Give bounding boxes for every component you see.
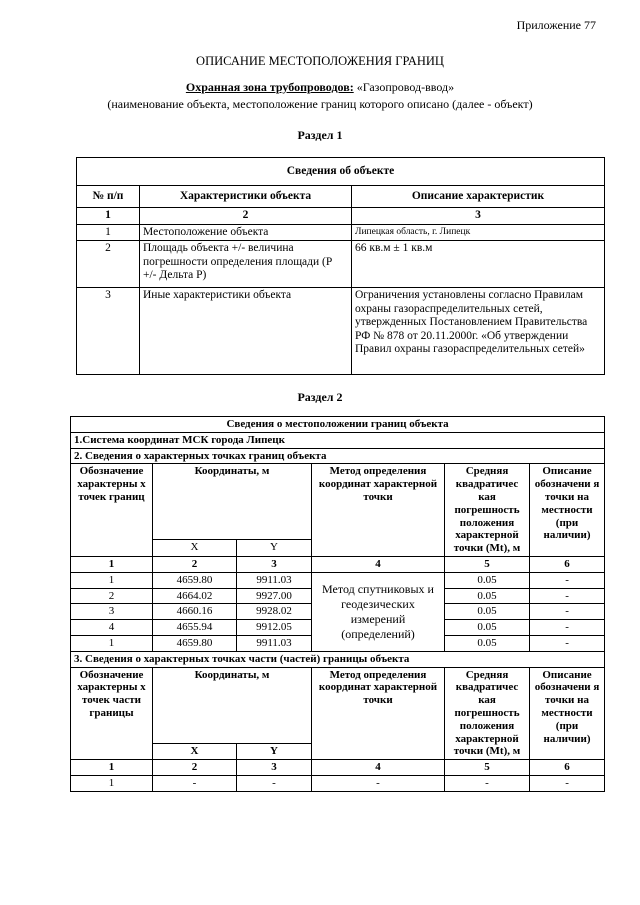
row-name: Иные характеристики объекта <box>140 288 352 375</box>
boundary-table <box>70 416 605 792</box>
point-y: 9912.05 <box>237 620 312 636</box>
object-info-table <box>76 157 605 375</box>
point-y: 9911.03 <box>237 635 312 651</box>
zone-value: «Газопровод-ввод» <box>356 80 455 94</box>
col-number: 1 <box>71 760 153 776</box>
point-x: 4655.94 <box>153 620 237 636</box>
row-desc: Ограничения установлены согласно Правилам охраны газораспределительных сетей, утвержденных Постановлением Правительства РФ № 878 от 20.11.2000г. «Об утверждении Правил охраны газораспределительных сетей» <box>352 288 605 375</box>
object-name-note: (наименование объекта, местоположение границ которого описано (далее - объект) <box>107 97 533 111</box>
point-description: - <box>530 620 605 636</box>
col-header-characteristic: Характеристики объекта <box>140 186 352 208</box>
col-header-method: Метод определения координат характерной точки <box>312 464 445 557</box>
point-x: 4659.80 <box>153 572 237 588</box>
col-header-x: X <box>153 743 237 760</box>
point-x: 4664.02 <box>153 588 237 604</box>
point-y: 9927.00 <box>237 588 312 604</box>
table-row <box>71 572 605 588</box>
col-number: 1 <box>71 556 153 572</box>
col-number: 5 <box>445 556 530 572</box>
row-name: Площадь объекта +/- величина погрешности определения площади (P +/- Дельта P) <box>140 241 352 288</box>
col-header-y: Y <box>237 743 312 760</box>
table-row <box>77 224 605 241</box>
part-point-x: - <box>153 775 237 791</box>
point-y: 9911.03 <box>237 572 312 588</box>
col-header-x: X <box>153 540 237 557</box>
part-point-id: 1 <box>71 775 153 791</box>
appendix-label: Приложение 77 <box>516 18 596 32</box>
row-num: 2 <box>77 241 140 288</box>
object-name-line <box>0 80 640 95</box>
point-id: 2 <box>71 588 153 604</box>
col-number: 6 <box>530 556 605 572</box>
point-description: - <box>530 635 605 651</box>
table-row <box>77 241 605 288</box>
row-num: 1 <box>77 224 140 241</box>
col-header-point-description: Описание обозначени я точки на местности (при наличии) <box>530 464 605 557</box>
col-number: 1 <box>77 208 140 225</box>
point-accuracy: 0.05 <box>445 604 530 620</box>
row-name: Местоположение объекта <box>140 224 352 241</box>
col-header-accuracy: Средняя квадратичес кая погрешность положения характерной точки (Mt), м <box>445 667 530 760</box>
col-number: 4 <box>312 760 445 776</box>
col-header-point: Обозначение характерны х точек части границы <box>71 667 153 760</box>
col-number: 6 <box>530 760 605 776</box>
col-header-coords: Координаты, м <box>153 464 312 540</box>
col-number: 2 <box>140 208 352 225</box>
col-header-accuracy: Средняя квадратичес кая погрешность положения характерной точки (Mt), м <box>445 464 530 557</box>
point-id: 1 <box>71 572 153 588</box>
row-desc: Липецкая область, г. Липецк <box>352 224 605 241</box>
point-description: - <box>530 572 605 588</box>
point-x: 4659.80 <box>153 635 237 651</box>
point-accuracy: 0.05 <box>445 588 530 604</box>
coord-system-row: 1.Система координат МСК города Липецк <box>71 432 605 448</box>
section2-title: Раздел 2 <box>297 390 343 404</box>
point-x: 4660.16 <box>153 604 237 620</box>
col-header-num: № п/п <box>77 186 140 208</box>
col-number: 4 <box>312 556 445 572</box>
col-number: 5 <box>445 760 530 776</box>
col-number: 3 <box>352 208 605 225</box>
col-number: 2 <box>153 760 237 776</box>
table-row <box>71 775 605 791</box>
point-y: 9928.02 <box>237 604 312 620</box>
point-id: 3 <box>71 604 153 620</box>
col-header-coords: Координаты, м <box>153 667 312 743</box>
part-point-method: - <box>312 775 445 791</box>
method-cell: Метод спутниковых и геодезических измерений (определений) <box>312 572 445 651</box>
col-number: 3 <box>237 760 312 776</box>
col-header-point: Обозначение характерны х точек границ <box>71 464 153 557</box>
point-id: 4 <box>71 620 153 636</box>
point-description: - <box>530 588 605 604</box>
point-accuracy: 0.05 <box>445 572 530 588</box>
document-title: ОПИСАНИЕ МЕСТОПОЛОЖЕНИЯ ГРАНИЦ <box>196 54 444 68</box>
section1-title: Раздел 1 <box>297 128 343 142</box>
table1-header: Сведения об объекте <box>77 158 605 186</box>
col-number: 2 <box>153 556 237 572</box>
col-header-point-description: Описание обозначени я точки на местности (при наличии) <box>530 667 605 760</box>
col-header-method: Метод определения координат характерной точки <box>312 667 445 760</box>
point-id: 1 <box>71 635 153 651</box>
part-point-accuracy: - <box>445 775 530 791</box>
row-desc: 66 кв.м ± 1 кв.м <box>352 241 605 288</box>
part-point-description: - <box>530 775 605 791</box>
sub-header-points: 2. Сведения о характерных точках границ объекта <box>71 448 605 464</box>
col-header-description: Описание характеристик <box>352 186 605 208</box>
row-num: 3 <box>77 288 140 375</box>
table-row <box>77 288 605 375</box>
zone-label: Охранная зона трубопроводов: <box>185 80 354 94</box>
sub-header-part-points: 3. Сведения о характерных точках части (частей) границы объекта <box>71 651 605 667</box>
point-accuracy: 0.05 <box>445 620 530 636</box>
table2-header: Сведения о местоположении границ объекта <box>71 417 605 433</box>
part-point-y: - <box>237 775 312 791</box>
col-number: 3 <box>237 556 312 572</box>
col-header-y: Y <box>237 540 312 557</box>
point-accuracy: 0.05 <box>445 635 530 651</box>
point-description: - <box>530 604 605 620</box>
